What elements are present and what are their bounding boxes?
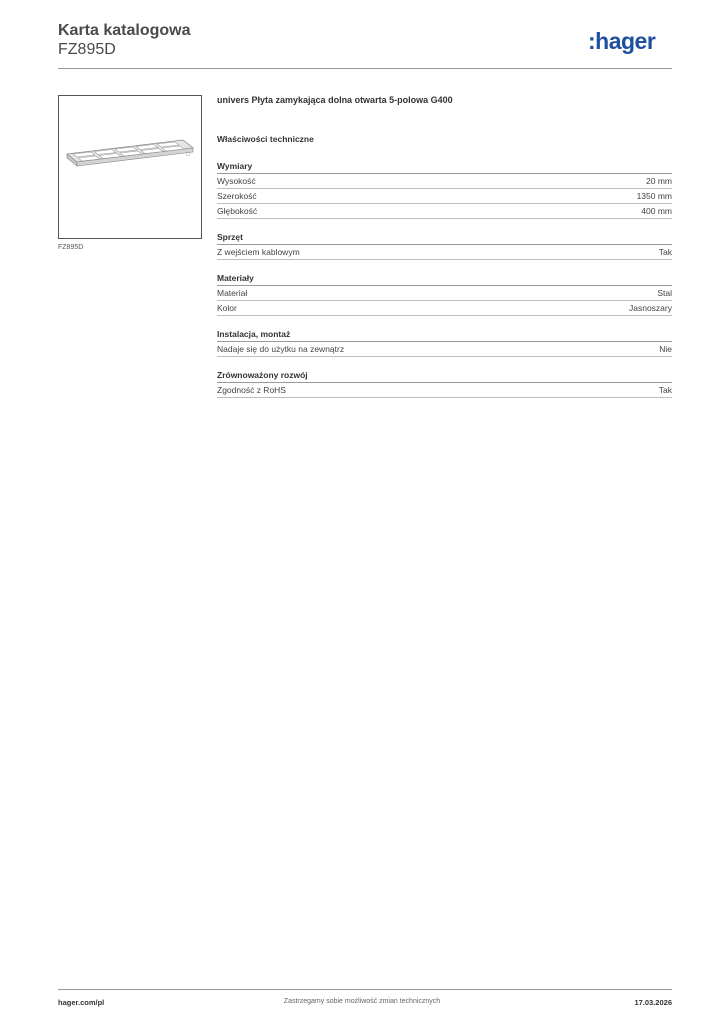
section-title: Zrównoważony rozwój <box>217 369 672 383</box>
footer-date: 17.03.2026 <box>634 998 672 1007</box>
product-title: univers Płyta zamykająca dolna otwarta 5-polowa G400 <box>217 95 453 105</box>
header-divider <box>58 68 672 69</box>
section-dimensions <box>217 160 672 219</box>
property-value: Tak <box>658 247 672 257</box>
property-label: Materiał <box>217 288 248 298</box>
section-installation <box>217 328 672 357</box>
property-row <box>217 286 672 301</box>
footer-divider <box>58 989 672 990</box>
property-value: 400 mm <box>641 206 672 216</box>
hager-logo <box>588 28 672 54</box>
property-row <box>217 301 672 316</box>
image-caption: FZ895D <box>58 244 84 251</box>
property-label: Głębokość <box>217 206 258 216</box>
property-value: 1350 mm <box>636 191 672 201</box>
product-details <box>217 95 672 410</box>
footer-notice: Zastrzegamy sobie możliwość zmian technicznych <box>283 998 441 1005</box>
section-title: Instalacja, montaż <box>217 328 672 342</box>
section-title: Materiały <box>217 272 672 286</box>
property-row <box>217 342 672 357</box>
technical-properties-title: Właściwości techniczne <box>217 134 314 144</box>
property-label: Nadaje się do użytku na zewnątrz <box>217 344 345 354</box>
section-materials <box>217 272 672 316</box>
document-title: Karta katalogowa <box>58 22 191 39</box>
property-row <box>217 189 672 204</box>
property-value: Jasnoszary <box>629 303 672 313</box>
property-row <box>217 383 672 398</box>
product-image <box>58 95 202 239</box>
svg-text::hager: :hager <box>588 28 656 54</box>
section-title: Sprzęt <box>217 231 672 245</box>
property-label: Zgodność z RoHS <box>217 385 286 395</box>
product-code: FZ895D <box>58 41 116 58</box>
property-label: Szerokość <box>217 191 257 201</box>
footer-website: hager.com/pl <box>58 998 105 1007</box>
property-value: Stal <box>657 288 672 298</box>
property-label: Wysokość <box>217 176 256 186</box>
section-equipment <box>217 231 672 260</box>
document-header <box>58 20 672 68</box>
section-sustainability <box>217 369 672 398</box>
property-value: 20 mm <box>646 176 672 186</box>
property-label: Z wejściem kablowym <box>217 247 300 257</box>
property-row <box>217 245 672 260</box>
property-value: Tak <box>658 385 672 395</box>
property-label: Kolor <box>217 303 237 313</box>
closing-plate-illustration <box>59 96 201 238</box>
property-row <box>217 204 672 219</box>
property-row <box>217 174 672 189</box>
property-value: Nie <box>659 344 672 354</box>
section-title: Wymiary <box>217 160 672 174</box>
